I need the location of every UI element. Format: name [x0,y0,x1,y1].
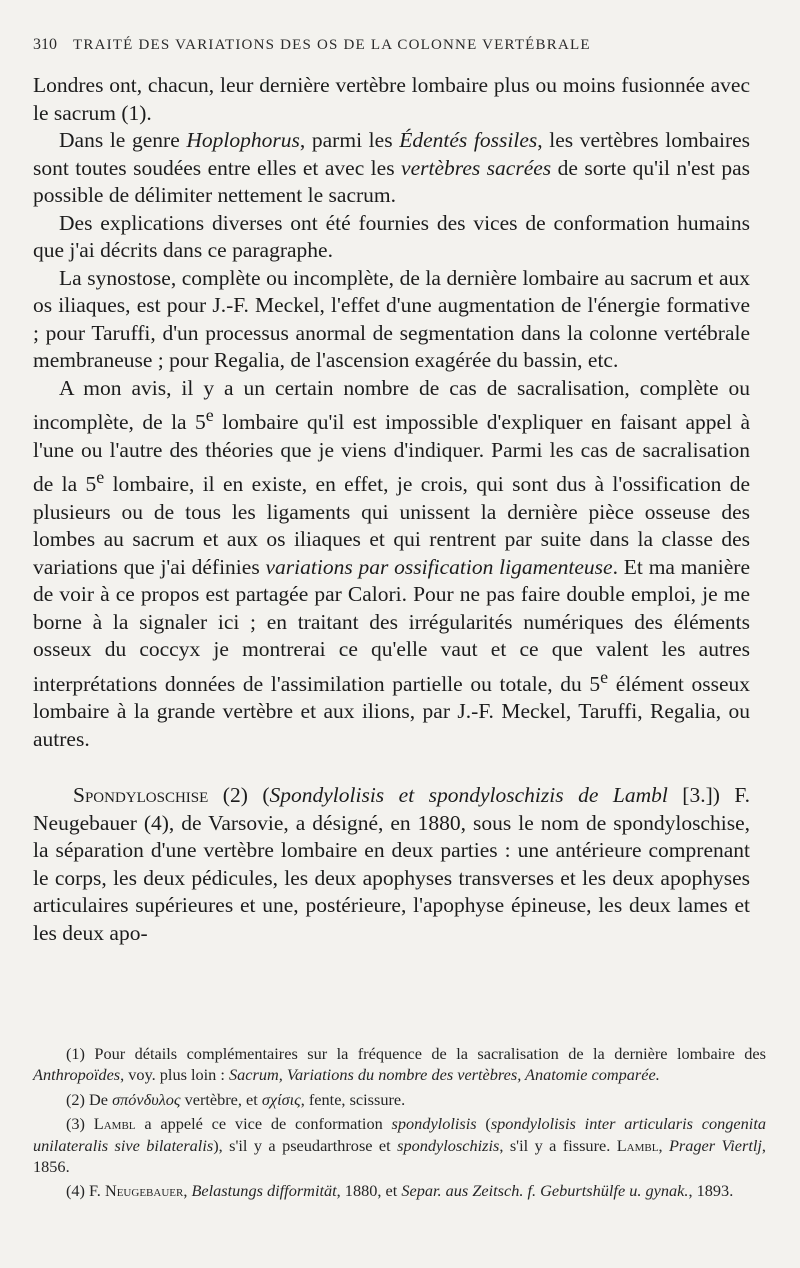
italic-run: Anthropoïdes [33,1065,121,1085]
italic-run: Hoplophorus [186,128,300,152]
running-title: TRAITÉ DES VARIATIONS DES OS DE LA COLONNE VERTÉBRALE [73,37,591,53]
text-run: vertèbre, et [180,1089,262,1109]
text-run: A mon avis, il y a un certain nombre de cas de sacralisation, complète ou incomplète, de la 5 [33,375,750,435]
greek-word: σχίσις [261,1089,301,1109]
text-run: Des explications diverses ont été fournies des vices de conformation humains que j'ai décrits dans ce paragraphe. [33,210,750,262]
text-run: Dans le genre [59,128,187,152]
footnote [33,1113,766,1177]
text-run: . Et ma manière de voir à ce propos est partagée par Calori. Pour ne pas faire double emploi, je me borne à la signaler ici ; en traitant des irrégularités numériques des éléments osseux du coccyx je montrerai ce qu'elle vaut et ce que valent les autres interprétations données de l'assimilation partielle ou totale, du 5 [33,554,751,696]
text-run: , parmi les [299,128,400,152]
text-run: (2) ( [208,783,270,808]
author-name: Neugebauer [104,1181,184,1201]
author-name: Lambl [616,1135,659,1155]
italic-run: spondyloschizis [397,1135,500,1155]
section-paragraph [33,782,750,947]
running-header [33,36,763,54]
text-run: (2) De [66,1089,113,1109]
text-run: , 1880, et [336,1181,402,1201]
text-run: , [183,1181,192,1201]
italic-run: vertèbres sacrées [401,155,552,180]
text-run: (4) F. [66,1181,105,1201]
text-run: [3.]) F. Neugebauer (4), de Varsovie, a désigné, en 1880, sous le nom de spondyloschise, la séparation d'une vertèbre lombaire en deux parties : une antérieure comprenant le corps, les deux pédicules, les deux apophyses transverses et les deux apophyses articulaires supérieures et une, postérieure, l'apophyse épineuse, les deux lames et les deux apo- [33,783,750,945]
main-text [33,72,750,947]
italic-run: Prager Viertlj [668,1135,762,1155]
text-run: , voy. plus loin : [120,1065,229,1085]
paragraph [33,265,750,375]
footnotes [33,1043,766,1205]
text-run: , [658,1135,669,1155]
italic-run: spondylolisis inter articularis congenita unilateralis sive bilateralis [33,1114,766,1155]
text-run: , fente, scissure. [300,1089,406,1109]
footnote [33,1043,766,1086]
italic-run: Spondylolisis et spondyloschizis de Lambl [269,783,668,808]
footnote [33,1180,766,1201]
paragraph [33,72,750,127]
text-run: a appelé ce vice de conformation [135,1114,392,1134]
text-run: ( [476,1114,491,1134]
superscript: e [205,405,214,425]
italic-run: Édentés fossiles [399,128,538,152]
italic-run: Belastungs difformität [191,1181,337,1201]
superscript: e [96,467,105,488]
text-run: , 1856. [33,1135,766,1177]
italic-run: spondylolisis [391,1114,477,1134]
text-run: , les vertèbres lombaires sont toutes soudées entre elles et avec les [33,128,751,180]
text-run: de sorte qu'il n'est pas possible de délimiter nettement le sacrum. [33,155,750,207]
text-run: , s'il y a fissure. [499,1135,617,1155]
paragraph [33,127,750,210]
author-name: Lambl [93,1114,136,1134]
text-run: (3) [66,1114,94,1134]
paragraph [33,210,750,265]
italic-run: variations par ossification ligamenteuse [265,554,613,579]
text-run: lombaire qu'il est impossible d'expliquer en faisant appel à l'une ou l'autre des théories que je viens d'indiquer. Parmi les cas de sacralisation de la 5 [33,410,750,497]
greek-word: σπόνδυλος [112,1089,181,1109]
text-run: lombaire, il en existe, en effet, je crois, qui sont dus à l'ossification de plusieurs ou de tous les ligaments qui unissent la dernière pièce osseuse des lombes au sacrum et aux os iliaques et qui rentrent par suite dans la classe des variations que j'ai définies [33,472,750,579]
text-run: Londres ont, chacun, leur dernière vertèbre lombaire plus ou moins fusionnée avec le sacrum (1). [33,73,750,125]
italic-run: Sacrum, Variations du nombre des vertèbres, Anatomie comparée. [229,1065,660,1085]
superscript: e [600,666,609,687]
text-run: (1) Pour détails complémentaires sur la fréquence de la sacralisation de la dernière lombaire des [66,1044,766,1063]
paragraph [33,375,750,754]
text-run: La synostose, complète ou incomplète, de la dernière lombaire au sacrum et aux os iliaques, est pour J.-F. Meckel, l'effet d'une augmentation de l'énergie formative ; pour Taruffi, d'un processus anormal de segmentation dans la colonne vertébrale membraneuse ; pour Regalia, de l'ascension exagérée du bassin, etc. [33,265,750,372]
page-number: 310 [33,36,57,53]
text-run: , 1893. [688,1181,734,1201]
text-run: ), s'il y a pseudarthrose et [213,1135,398,1155]
text-run: élément osseux lombaire à la grande vertèbre et aux ilions, par J.-F. Meckel, Taruffi, Regalia, ou autres. [33,671,750,751]
italic-run: Separ. aus Zeitsch. f. Geburtshülfe u. gynak. [401,1181,689,1201]
section-title: Spondyloschise [73,783,209,808]
footnote [33,1089,766,1110]
